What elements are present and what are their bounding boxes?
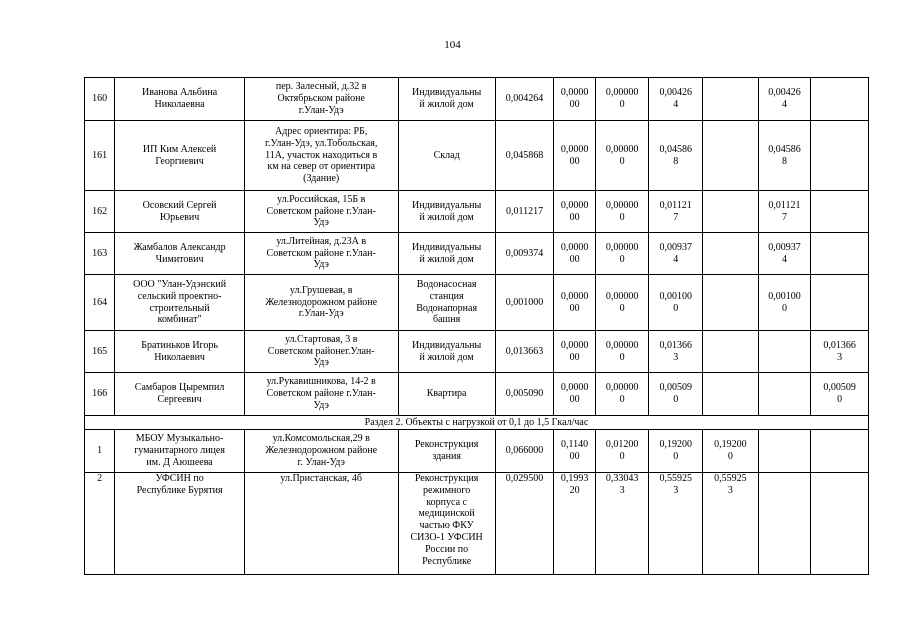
value-col-4: 0,01366 3 xyxy=(649,331,703,373)
object-address: ул.Рукавишникова, 14-2 в Советском районе г.Улан- Удэ xyxy=(244,373,398,416)
objects-table xyxy=(84,77,869,575)
row-number: 165 xyxy=(85,331,115,373)
value-col-4: 0,04586 8 xyxy=(649,121,703,191)
row-number: 163 xyxy=(85,233,115,275)
value-col-5 xyxy=(703,275,759,331)
object-type: Индивидуальны й жилой дом xyxy=(398,331,495,373)
object-address: пер. Залесный, д.32 в Октябрьском районе г.Улан-Удэ xyxy=(244,78,398,121)
load-value: 0,066000 xyxy=(495,430,554,473)
object-address: ул.Литейная, д.23А в Советском районе г.Улан- Удэ xyxy=(244,233,398,275)
value-col-2: 0,0000 00 xyxy=(554,78,595,121)
value-col-4: 0,19200 0 xyxy=(649,430,703,473)
value-col-7 xyxy=(811,473,869,575)
owner-name: МБОУ Музыкально- гуманитарного лицея им. Д Аюшеева xyxy=(115,430,244,473)
value-col-5 xyxy=(703,78,759,121)
value-col-5 xyxy=(703,373,759,416)
table-row xyxy=(85,430,869,473)
value-col-4: 0,00937 4 xyxy=(649,233,703,275)
table-row xyxy=(85,78,869,121)
value-col-4: 0,00509 0 xyxy=(649,373,703,416)
value-col-2: 0,0000 00 xyxy=(554,121,595,191)
object-type: Реконструкция режимного корпуса с медицинской частью ФКУ СИЗО-1 УФСИН России по Республике xyxy=(398,473,495,575)
value-col-6 xyxy=(758,430,811,473)
value-col-7: 0,01366 3 xyxy=(811,331,869,373)
owner-name: ООО "Улан-Удэнский сельский проектно- строительный комбинат" xyxy=(115,275,244,331)
row-number: 162 xyxy=(85,191,115,233)
table-row xyxy=(85,331,869,373)
owner-name: Братиньков Игорь Николаевич xyxy=(115,331,244,373)
value-col-4: 0,00426 4 xyxy=(649,78,703,121)
value-col-6 xyxy=(758,331,811,373)
value-col-3: 0,00000 0 xyxy=(595,121,649,191)
value-col-5 xyxy=(703,191,759,233)
value-col-7 xyxy=(811,233,869,275)
value-col-4: 0,55925 3 xyxy=(649,473,703,575)
object-address: ул.Комсомольская,29 в Железнодорожном районе г. Улан-Удэ xyxy=(244,430,398,473)
value-col-3: 0,00000 0 xyxy=(595,191,649,233)
row-number: 164 xyxy=(85,275,115,331)
value-col-7 xyxy=(811,275,869,331)
object-address: ул.Российская, 15Б в Советском районе г.Улан- Удэ xyxy=(244,191,398,233)
value-col-3: 0,01200 0 xyxy=(595,430,649,473)
object-type: Индивидуальны й жилой дом xyxy=(398,191,495,233)
value-col-4: 0,00100 0 xyxy=(649,275,703,331)
object-address: ул.Стартовая, 3 в Советском районег.Улан- Удэ xyxy=(244,331,398,373)
value-col-3: 0,33043 3 xyxy=(595,473,649,575)
section-row xyxy=(85,416,869,430)
value-col-5 xyxy=(703,121,759,191)
value-col-3: 0,00000 0 xyxy=(595,78,649,121)
value-col-7 xyxy=(811,430,869,473)
value-col-3: 0,00000 0 xyxy=(595,331,649,373)
object-address: ул.Пристанская, 4б xyxy=(244,473,398,575)
object-type: Склад xyxy=(398,121,495,191)
object-type: Квартира xyxy=(398,373,495,416)
value-col-2: 0,1140 00 xyxy=(554,430,595,473)
row-number: 161 xyxy=(85,121,115,191)
value-col-7 xyxy=(811,78,869,121)
load-value: 0,011217 xyxy=(495,191,554,233)
section-title: Раздел 2. Объекты с нагрузкой от 0,1 до 1,5 Гкал/час xyxy=(85,416,869,430)
value-col-6: 0,04586 8 xyxy=(758,121,811,191)
value-col-4: 0,01121 7 xyxy=(649,191,703,233)
page-number: 104 xyxy=(444,39,461,51)
table-row xyxy=(85,121,869,191)
owner-name: ИП Ким Алексей Георгиевич xyxy=(115,121,244,191)
object-type: Индивидуальны й жилой дом xyxy=(398,233,495,275)
row-number: 160 xyxy=(85,78,115,121)
load-value: 0,005090 xyxy=(495,373,554,416)
value-col-2: 0,1993 20 xyxy=(554,473,595,575)
owner-name: Самбаров Цыремпил Сергеевич xyxy=(115,373,244,416)
table-row xyxy=(85,373,869,416)
value-col-6 xyxy=(758,373,811,416)
value-col-6: 0,00937 4 xyxy=(758,233,811,275)
value-col-2: 0,0000 00 xyxy=(554,331,595,373)
value-col-2: 0,0000 00 xyxy=(554,233,595,275)
value-col-2: 0,0000 00 xyxy=(554,191,595,233)
value-col-5: 0,19200 0 xyxy=(703,430,759,473)
value-col-7: 0,00509 0 xyxy=(811,373,869,416)
value-col-7 xyxy=(811,191,869,233)
object-address: ул.Грушевая, в Железнодорожном районе г.Улан-Удэ xyxy=(244,275,398,331)
owner-name: Осовский Сергей Юрьевич xyxy=(115,191,244,233)
value-col-5: 0,55925 3 xyxy=(703,473,759,575)
table-row xyxy=(85,233,869,275)
row-number: 1 xyxy=(85,430,115,473)
table-row xyxy=(85,191,869,233)
object-type: Реконструкция здания xyxy=(398,430,495,473)
value-col-5 xyxy=(703,331,759,373)
value-col-6: 0,00100 0 xyxy=(758,275,811,331)
value-col-6: 0,00426 4 xyxy=(758,78,811,121)
table-row xyxy=(85,473,869,575)
value-col-2: 0,0000 00 xyxy=(554,275,595,331)
load-value: 0,009374 xyxy=(495,233,554,275)
object-address: Адрес ориентира: РБ, г.Улан-Удэ, ул.Тобольская, 11А, участок находиться в км на север от ориентира (Здание) xyxy=(244,121,398,191)
load-value: 0,001000 xyxy=(495,275,554,331)
owner-name: Иванова Альбина Николаевна xyxy=(115,78,244,121)
object-type: Водонасосная станция Водонапорная башня xyxy=(398,275,495,331)
owner-name: УФСИН по Республике Бурятия xyxy=(115,473,244,575)
value-col-3: 0,00000 0 xyxy=(595,233,649,275)
value-col-6 xyxy=(758,473,811,575)
table-row xyxy=(85,275,869,331)
value-col-3: 0,00000 0 xyxy=(595,275,649,331)
load-value: 0,029500 xyxy=(495,473,554,575)
object-type: Индивидуальны й жилой дом xyxy=(398,78,495,121)
row-number: 166 xyxy=(85,373,115,416)
owner-name: Жамбалов Александр Чимитович xyxy=(115,233,244,275)
value-col-7 xyxy=(811,121,869,191)
value-col-2: 0,0000 00 xyxy=(554,373,595,416)
value-col-6: 0,01121 7 xyxy=(758,191,811,233)
load-value: 0,004264 xyxy=(495,78,554,121)
value-col-3: 0,00000 0 xyxy=(595,373,649,416)
value-col-5 xyxy=(703,233,759,275)
load-value: 0,013663 xyxy=(495,331,554,373)
row-number: 2 xyxy=(85,473,115,575)
load-value: 0,045868 xyxy=(495,121,554,191)
